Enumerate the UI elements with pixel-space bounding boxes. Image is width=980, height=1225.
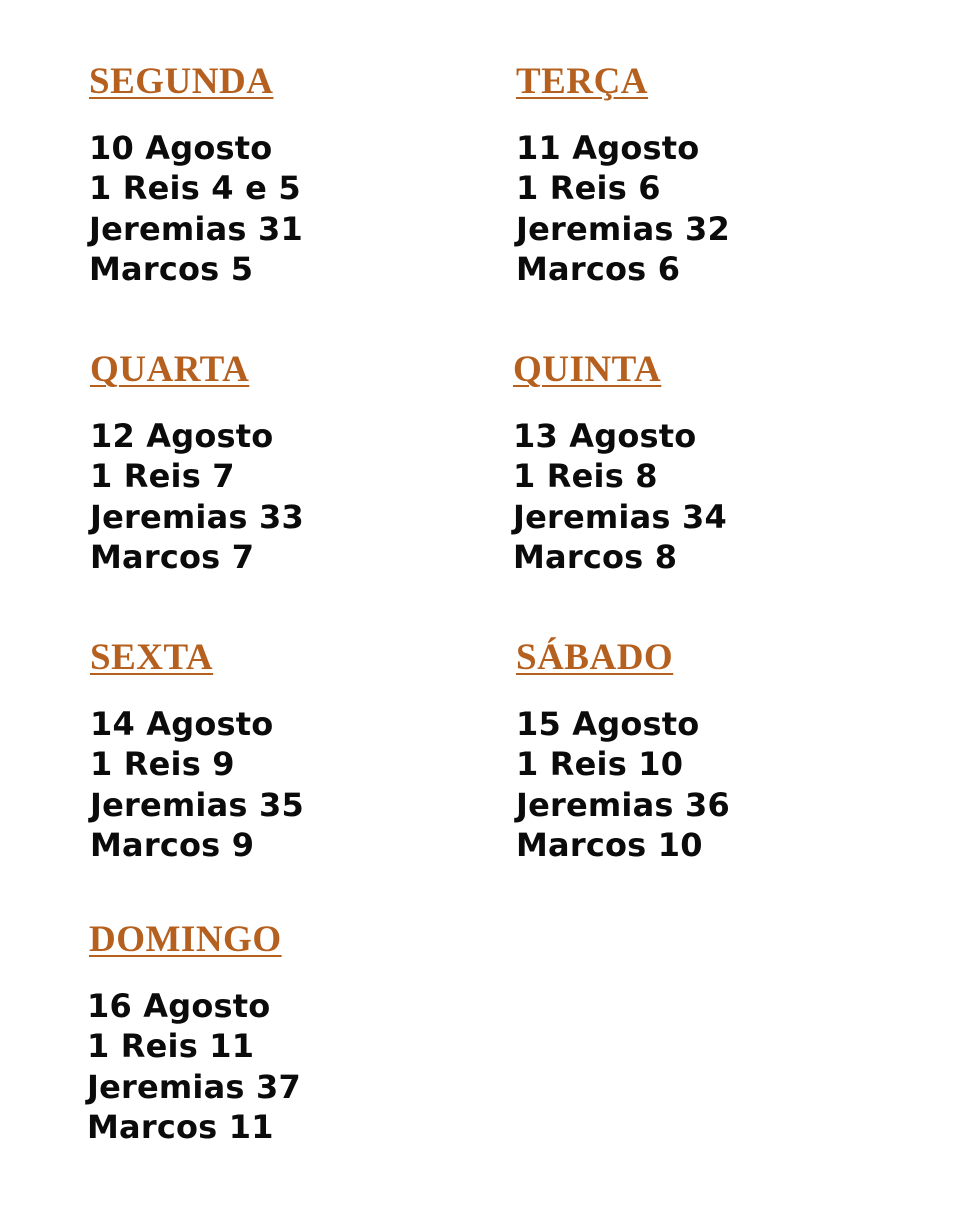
day-title-terca: TERÇA — [516, 61, 649, 102]
day-block-domingo — [89, 920, 469, 1147]
day-title-sexta: SEXTA — [90, 637, 214, 678]
reading-item: 1 Reis 7 — [90, 457, 235, 496]
reading-date: 10 Agosto — [89, 129, 273, 167]
reading-item: Marcos 8 — [513, 537, 678, 576]
day-title-sabado: SÁBADO — [516, 637, 674, 678]
reading-item: Jeremias 33 — [90, 497, 304, 536]
reading-date: 15 Agosto — [516, 705, 700, 743]
reading-list — [89, 128, 469, 289]
reading-date: 14 Agosto — [90, 705, 274, 743]
reading-list — [513, 416, 893, 577]
reading-item: Marcos 11 — [87, 1107, 274, 1146]
reading-list — [516, 704, 896, 865]
reading-date: 16 Agosto — [87, 987, 271, 1025]
reading-item: 1 Reis 6 — [516, 169, 661, 208]
day-title-domingo: DOMINGO — [89, 919, 282, 960]
reading-item: 1 Reis 11 — [87, 1027, 255, 1066]
reading-item: Jeremias 34 — [513, 497, 727, 536]
day-block-quinta — [513, 350, 893, 577]
reading-date: 11 Agosto — [516, 129, 700, 167]
reading-item: 1 Reis 10 — [516, 745, 684, 784]
day-block-segunda — [89, 62, 469, 289]
reading-date: 12 Agosto — [90, 417, 274, 455]
reading-list — [87, 986, 469, 1147]
day-title-segunda: SEGUNDA — [89, 61, 274, 102]
reading-item: 1 Reis 4 e 5 — [89, 169, 301, 208]
day-block-sabado — [516, 638, 896, 865]
reading-item: Marcos 7 — [90, 537, 255, 576]
reading-list — [90, 416, 470, 577]
reading-list — [516, 128, 896, 289]
reading-item: Jeremias 36 — [516, 785, 730, 824]
day-block-terca — [516, 62, 896, 289]
reading-item: Jeremias 35 — [90, 785, 304, 824]
reading-item: Marcos 10 — [516, 825, 703, 864]
day-block-sexta — [90, 638, 470, 865]
day-block-quarta — [90, 350, 470, 577]
reading-item: Marcos 6 — [516, 249, 681, 288]
day-title-quarta: QUARTA — [90, 349, 250, 390]
reading-item: Jeremias 37 — [87, 1067, 301, 1106]
day-title-quinta: QUINTA — [513, 349, 662, 390]
reading-item: 1 Reis 9 — [90, 745, 235, 784]
reading-date: 13 Agosto — [513, 417, 697, 455]
reading-item: Jeremias 31 — [89, 209, 303, 248]
reading-item: Marcos 5 — [89, 249, 254, 288]
reading-item: Jeremias 32 — [516, 209, 730, 248]
reading-item: 1 Reis 8 — [513, 457, 658, 496]
reading-list — [90, 704, 470, 865]
reading-item: Marcos 9 — [90, 825, 255, 864]
